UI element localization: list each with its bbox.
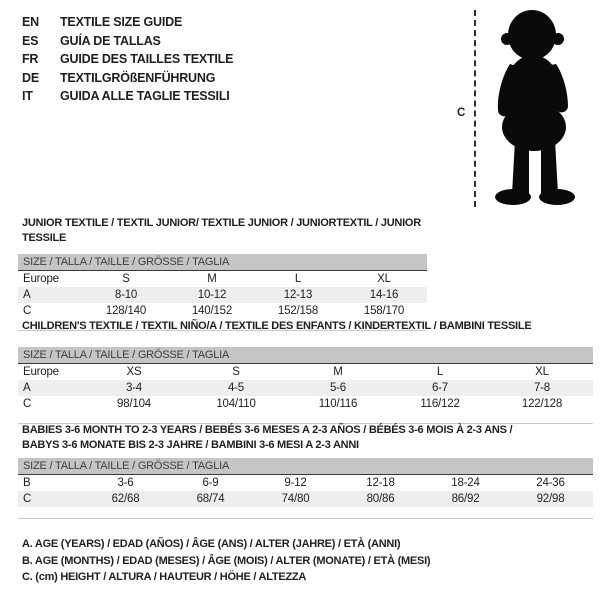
size-cell: 3-6 [117,477,134,489]
size-cell: 122/128 [521,398,563,410]
section-title-line: BABYS 3-6 MONATE BIS 2-3 JAHRE / BAMBINI 3-6 MESI A 2-3 ANNI [22,439,359,451]
section-babies-textile [18,423,593,519]
size-cell: 62/68 [111,493,140,505]
row-label: B [23,477,31,489]
section-title-line: BABIES 3-6 MONTH TO 2-3 YEARS / BEBÉS 3-6 MESES A 2-3 AÑOS / BÉBÉS 3-6 MOIS À 2-3 ANS / [22,424,513,436]
size-table-row [18,491,593,507]
size-cell: 24-36 [536,477,565,489]
language-code: ES [22,33,39,48]
size-cell: S [122,273,130,285]
size-table-row [18,475,593,491]
size-cell: 110/116 [318,398,358,410]
size-table-row [18,271,427,287]
size-cell: 140/152 [191,305,233,317]
size-table-row [18,364,593,380]
size-cell: 14-16 [369,289,399,301]
size-table-row [18,303,427,319]
height-measure-line [474,10,476,207]
size-cell: M [333,366,343,378]
size-cell: 92/98 [536,493,565,505]
row-label: C [23,398,32,410]
size-cell: 6-9 [202,477,219,489]
language-title: GUIDE DES TAILLES TEXTILE [60,52,234,66]
legend-notes [22,536,430,586]
size-cell: 4-5 [227,382,245,394]
size-cell: M [207,273,217,285]
size-cell: 3-4 [125,382,143,394]
size-header-bar: SIZE / TALLA / TAILLE / GRÖSSE / TAGLIA [18,347,593,364]
size-cell: 104/110 [216,398,256,410]
size-cell: 9-12 [284,477,307,489]
row-label: A [23,382,31,394]
size-cell: 7-8 [533,382,551,394]
size-cell: 80/86 [366,493,395,505]
section-junior-textile [18,216,427,331]
language-code: DE [22,70,39,85]
size-cell: XL [377,273,391,285]
size-cell: L [436,366,444,378]
language-title: GUÍA DE TALLAS [60,33,161,48]
section-title-line: JUNIOR TEXTILE / TEXTIL JUNIOR/ TEXTILE JUNIOR / JUNIORTEXTIL / JUNIOR TESSILE [22,217,421,244]
language-code: EN [22,15,39,29]
babies-size-table [18,458,593,519]
size-cell: 152/158 [277,305,319,317]
language-code: FR [22,52,39,66]
row-label: C [23,305,32,317]
legend-note-line: B. AGE (MONTHS) / EDAD (MESES) / ÂGE (MOIS) / ALTER (MONATE) / ETÀ (MESI) [22,554,431,567]
size-cell: 5-6 [329,382,347,394]
childrens-size-table [18,347,593,424]
section-title [18,216,427,246]
size-cell: 68/74 [196,493,225,505]
language-row [22,69,233,88]
size-cell: XL [535,366,549,378]
row-label: Europe [23,273,59,285]
size-cell: 98/104 [117,398,151,410]
height-measure-label: C [457,107,466,119]
language-row [22,32,233,51]
size-cell: 86/92 [451,493,480,505]
baby-silhouette-image [484,8,596,208]
size-table-rows [18,475,593,507]
language-title: TEXTILGRÖßENFÜHRUNG [60,70,216,85]
legend-note-line: C. (cm) HEIGHT / ALTURA / HAUTEUR / HÖHE / ALTEZZA [22,571,307,583]
size-cell: 6-7 [431,382,449,394]
row-label: Europe [23,366,59,378]
size-table-row [18,380,593,396]
section-childrens-textile [18,319,593,424]
language-row [22,50,233,69]
row-label: A [23,289,31,301]
size-cell: 158/170 [363,305,405,317]
size-cell: S [232,366,240,378]
language-row [22,87,233,106]
size-cell: 12-13 [283,289,313,301]
language-title: GUIDA ALLE TAGLIE TESSILI [60,89,230,103]
language-title: TEXTILE SIZE GUIDE [60,15,183,29]
size-cell: 128/140 [105,305,147,317]
size-table-rows [18,364,593,412]
size-cell: 12-18 [366,477,395,489]
size-cell: XS [126,366,142,378]
row-label: C [23,493,32,505]
size-header-bar: SIZE / TALLA / TAILLE / GRÖSSE / TAGLIA [18,254,427,271]
size-cell: 116/122 [420,398,460,410]
size-table-row [18,396,593,412]
section-title-line: CHILDREN'S TEXTILE / TEXTIL NIÑO/A / TEXTILE DES ENFANTS / KINDERTEXTIL / BAMBINI TESSILE [22,320,532,332]
size-header-bar: SIZE / TALLA / TAILLE / GRÖSSE / TAGLIA [18,458,593,475]
section-title [18,423,593,453]
size-cell: L [294,273,302,285]
size-cell: 74/80 [281,493,310,505]
size-cell: 8-10 [114,289,138,301]
language-row [22,13,233,32]
language-code: IT [22,89,33,103]
size-cell: 18-24 [451,477,480,489]
size-table-rows [18,271,427,319]
size-cell: 10-12 [197,289,227,301]
legend-note-line: A. AGE (YEARS) / EDAD (AÑOS) / ÂGE (ANS) / ALTER (JAHRE) / ETÀ (ANNI) [22,538,401,550]
size-table-row [18,287,427,303]
language-list [22,13,233,106]
section-title [18,319,593,334]
